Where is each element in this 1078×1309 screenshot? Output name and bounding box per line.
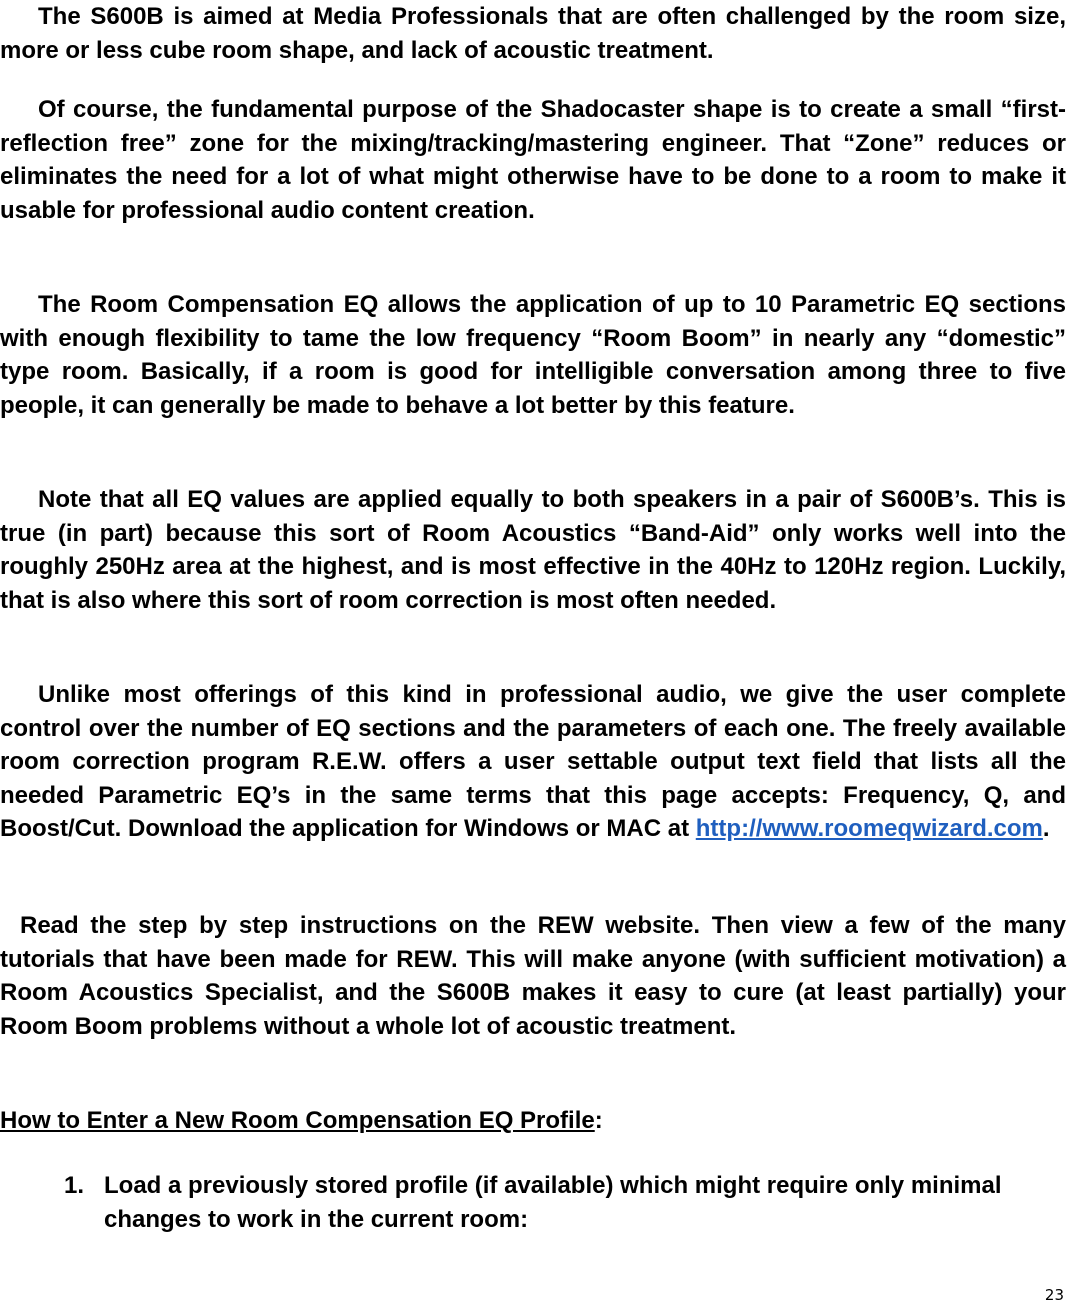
- paragraph-room-compensation-eq: The Room Compensation EQ allows the application of up to 10 Parametric EQ sections with enough flexibility to tame the low frequency “Room Boom” in nearly any “domestic” type room. Basically, if a room is good for intelligible conversation among three to five people, it can generally be made to behave a lot better by this feature.: [0, 291, 1066, 419]
- section-heading-text: How to Enter a New Room Compensation EQ Profile: [0, 1107, 595, 1134]
- list-item: [64, 1169, 1066, 1236]
- page-number: 23: [1044, 1286, 1064, 1304]
- paragraph-rew-program: [0, 678, 1066, 846]
- roomeqwizard-link[interactable]: http://www.roomeqwizard.com: [695, 815, 1043, 842]
- section-heading-colon: :: [594, 1107, 603, 1134]
- paragraph-rew-period: .: [1042, 815, 1050, 842]
- list-item-number: 1.: [64, 1172, 85, 1199]
- paragraph-shadocaster-zone: Of course, the fundamental purpose of the Shadocaster shape is to create a small “first-reflection free” zone for the mixing/tracking/mastering engineer. That “Zone” reduces or eliminates the need for a lot of what might otherwise have to be done to a room to make it usable for professional audio content creation.: [0, 96, 1066, 224]
- list-item-text: Load a previously stored profile (if available) which might require only minimal changes to work in the current room:: [104, 1172, 1002, 1233]
- paragraph-s600b-intro: The S600B is aimed at Media Professionals that are often challenged by the room size, more or less cube room shape, and lack of acoustic treatment.: [0, 3, 1066, 64]
- paragraph-eq-values-note: Note that all EQ values are applied equally to both speakers in a pair of S600B’s. This is true (in part) because this sort of Room Acoustics “Band-Aid” only works well into the roughly 250Hz area at the highest, and is most effective in the 40Hz to 120Hz region. Luckily, that is also where this sort of room correction is most often needed.: [0, 486, 1066, 614]
- section-heading: [0, 1104, 603, 1138]
- paragraph-rew-instructions: Read the step by step instructions on the REW website. Then view a few of the many tutorials that have been made for REW. This will make anyone (with sufficient motivation) a Room Acoustics Specialist, and the S600B makes it easy to cure (at least partially) your Room Boom problems without a whole lot of acoustic treatment.: [0, 912, 1066, 1040]
- paragraph-rew-text: Unlike most offerings of this kind in professional audio, we give the user complete control over the number of EQ sections and the parameters of each one. The freely available room correction program R.E.W. offers a user settable output text field that lists all the needed Parametric EQ’s in the same terms that this page accepts: Frequency, Q, and Boost/Cut. Download the application for Windows or MAC at: [0, 681, 1066, 842]
